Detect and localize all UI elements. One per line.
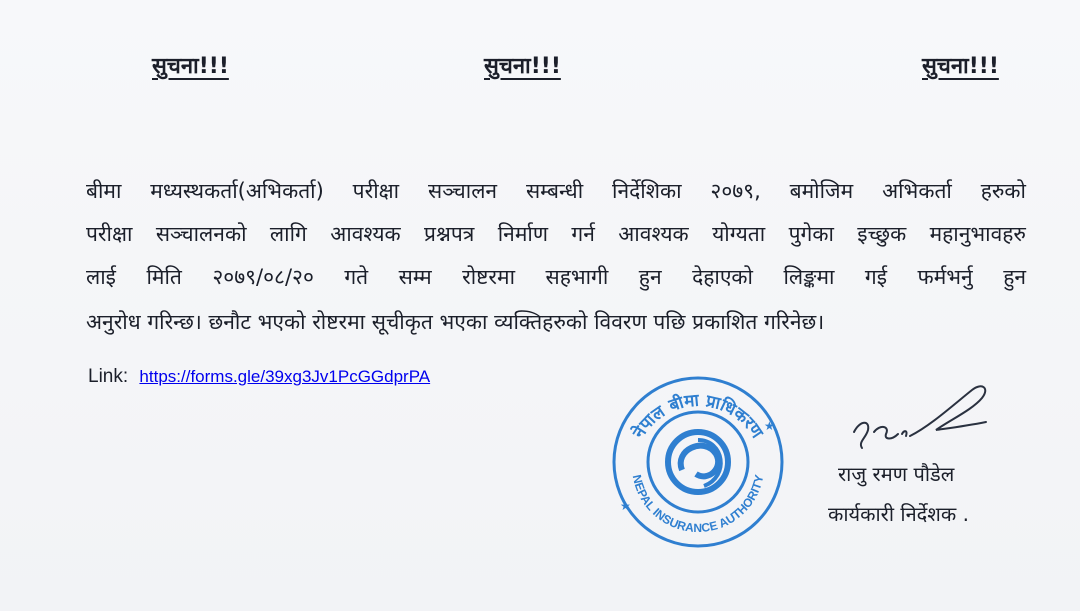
seal-text-nepali: नेपाल बीमा प्राधिकरण bbox=[629, 390, 767, 442]
signatory-name: राजु रमण पौडेल bbox=[838, 462, 955, 486]
signatory-title: कार्यकारी निर्देशक . bbox=[828, 502, 969, 526]
svg-text:★: ★ bbox=[764, 419, 775, 433]
form-link[interactable]: https://forms.gle/39xg3Jv1PcGGdprPA bbox=[139, 367, 431, 386]
notice-heading-center: सुचना!!! bbox=[484, 54, 561, 79]
link-label: Link: bbox=[88, 366, 129, 387]
notice-body-line: अनुरोध गरिन्छ। छनौट भएको रोष्टरमा सूचीकृत भएका व्यक्तिहरुको विवरण पछि प्रकाशित गरिनेछ। bbox=[86, 310, 825, 334]
notice-body-line: बीमा मध्यस्थकर्ता(अभिकर्ता) परीक्षा सञ्चालन सम्बन्धी निर्देशिका २०७९, बमोजिम अभिकर्ता हरुको bbox=[86, 179, 1026, 203]
link-row bbox=[88, 366, 430, 388]
signature-icon bbox=[840, 376, 1000, 456]
svg-text:★: ★ bbox=[620, 499, 631, 513]
notice-body-line: परीक्षा सञ्चालनको लागि आवश्यक प्रश्नपत्र निर्माण गर्न आवश्यक योग्यता पुगेका इच्छुक महानुभावहरु bbox=[86, 222, 1026, 246]
notice-heading-right: सुचना!!! bbox=[922, 54, 999, 79]
notice-heading-left: सुचना!!! bbox=[152, 54, 229, 79]
seal-text-english: NEPAL INSURANCE AUTHORITY bbox=[629, 473, 767, 536]
notice-body-line: लाई मिति २०७९/०८/२० गते सम्म रोष्टरमा सहभागी हुन देहाएको लिङ्कमा गई फर्मभर्नु हुन bbox=[86, 265, 1026, 289]
svg-text:NEPAL INSURANCE AUTHORITY bbox=[630, 473, 767, 535]
authority-seal-icon bbox=[604, 370, 792, 550]
